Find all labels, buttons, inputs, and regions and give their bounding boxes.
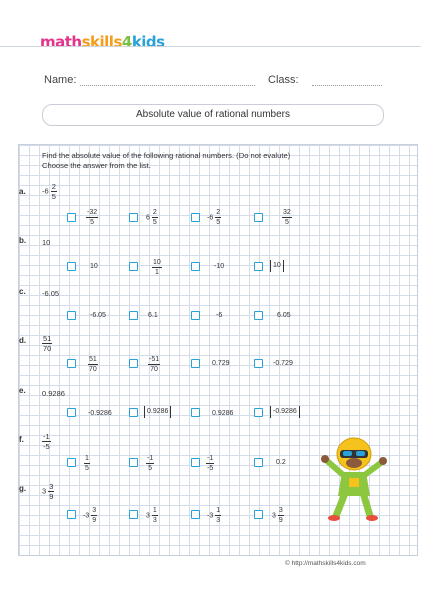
worksheet-title: Absolute value of rational numbers	[42, 104, 384, 126]
checkbox-f3[interactable]	[191, 458, 200, 467]
option-g4: 3 $\frac{3}{9}$	[272, 507, 283, 524]
checkbox-f2[interactable]	[129, 458, 138, 467]
option-a3: -6 $\frac{2}{5}$	[207, 209, 221, 226]
checkbox-g3[interactable]	[191, 510, 200, 519]
option-a2: 6 $\frac{2}{5}$	[146, 209, 157, 226]
checkbox-d1[interactable]	[67, 359, 76, 368]
question-a-value: -6 $\frac{2}{5}$	[42, 182, 56, 201]
option-d4: -0.729	[273, 360, 293, 367]
checkbox-e1[interactable]	[67, 408, 76, 417]
option-c4: 6.05	[277, 312, 291, 319]
checkbox-c3[interactable]	[191, 311, 200, 320]
option-g3: -3 $\frac{1}{3}$	[207, 507, 221, 524]
instructions	[42, 151, 392, 171]
checkbox-g4[interactable]	[254, 510, 263, 519]
option-g1: -3 $\frac{3}{9}$	[83, 507, 97, 524]
checkbox-b2[interactable]	[129, 262, 138, 271]
site-logo: mathskills4kids	[40, 33, 165, 51]
checkbox-e2[interactable]	[129, 408, 138, 417]
checkbox-d4[interactable]	[254, 359, 263, 368]
checkbox-b3[interactable]	[191, 262, 200, 271]
option-b3: -10	[214, 263, 225, 270]
option-d3: 0.729	[212, 360, 230, 367]
question-g-label: g.	[19, 484, 27, 493]
instruction-line-2: Choose the answer from the list.	[42, 161, 151, 170]
option-a4: $\frac{32}{5}$	[283, 209, 291, 226]
checkbox-a2[interactable]	[129, 213, 138, 222]
checkbox-b1[interactable]	[67, 262, 76, 271]
question-f-value: $\frac{-1}{-5}$	[43, 432, 50, 451]
option-a1: $\frac{-32}{5}$	[87, 209, 98, 226]
option-c2: 6.1	[148, 312, 158, 319]
question-g-value: 3 $\frac{3}{9}$	[42, 482, 54, 501]
question-a-label: a.	[19, 187, 26, 196]
option-f2: $\frac{-1}{5}$	[147, 455, 154, 472]
option-d1: $\frac{51}{70}$	[89, 356, 97, 373]
question-e-value: 0.9286	[42, 389, 65, 398]
option-b1: 10	[90, 263, 98, 270]
option-e4: -0.9286	[270, 406, 300, 418]
question-b-label: b.	[19, 236, 27, 245]
option-b2: $\frac{10}{1}$	[153, 259, 161, 276]
class-field-line[interactable]	[312, 85, 382, 86]
checkbox-g1[interactable]	[67, 510, 76, 519]
checkbox-a4[interactable]	[254, 213, 263, 222]
question-c-value: -6.05	[42, 289, 60, 298]
option-g2: 3 $\frac{1}{3}$	[146, 507, 157, 524]
checkbox-a1[interactable]	[67, 213, 76, 222]
option-e3: 0.9286	[212, 410, 234, 417]
option-b4: 10	[270, 260, 284, 272]
checkbox-d2[interactable]	[129, 359, 138, 368]
superhero-kid-illustration	[318, 430, 390, 522]
question-f-label: f.	[19, 435, 24, 444]
option-c3: -6	[216, 312, 223, 319]
checkbox-g2[interactable]	[129, 510, 138, 519]
checkbox-e3[interactable]	[191, 408, 200, 417]
checkbox-c1[interactable]	[67, 311, 76, 320]
option-e1: -0.9286	[88, 410, 112, 417]
class-label: Class:	[268, 74, 299, 86]
checkbox-d3[interactable]	[191, 359, 200, 368]
option-e2: 0.9286	[144, 406, 171, 418]
question-d-label: d.	[19, 336, 27, 345]
checkbox-f1[interactable]	[67, 458, 76, 467]
checkbox-e4[interactable]	[254, 408, 263, 417]
question-b-value: 10	[42, 238, 51, 247]
footer-url: © http://mathskills4kids.com	[285, 560, 366, 567]
option-f4: 0.2	[276, 459, 286, 466]
checkbox-f4[interactable]	[254, 458, 263, 467]
header-divider	[0, 46, 421, 47]
checkbox-c2[interactable]	[129, 311, 138, 320]
checkbox-b4[interactable]	[254, 262, 263, 271]
name-field-line[interactable]	[80, 85, 255, 86]
checkbox-a3[interactable]	[191, 213, 200, 222]
question-c-label: c.	[19, 287, 26, 296]
question-d-value: $\frac{51}{70}$	[43, 334, 52, 353]
name-label: Name:	[44, 74, 77, 86]
instruction-line-1: Find the absolute value of the following rational numbers. (Do not evalute)	[42, 151, 291, 160]
option-f3: $\frac{-1}{-5}$	[207, 455, 214, 472]
checkbox-c4[interactable]	[254, 311, 263, 320]
question-e-label: e.	[19, 386, 26, 395]
option-f1: $\frac{1}{5}$	[85, 455, 89, 472]
option-d2: $\frac{-51}{70}$	[149, 356, 160, 373]
option-c1: -6.05	[90, 312, 106, 319]
